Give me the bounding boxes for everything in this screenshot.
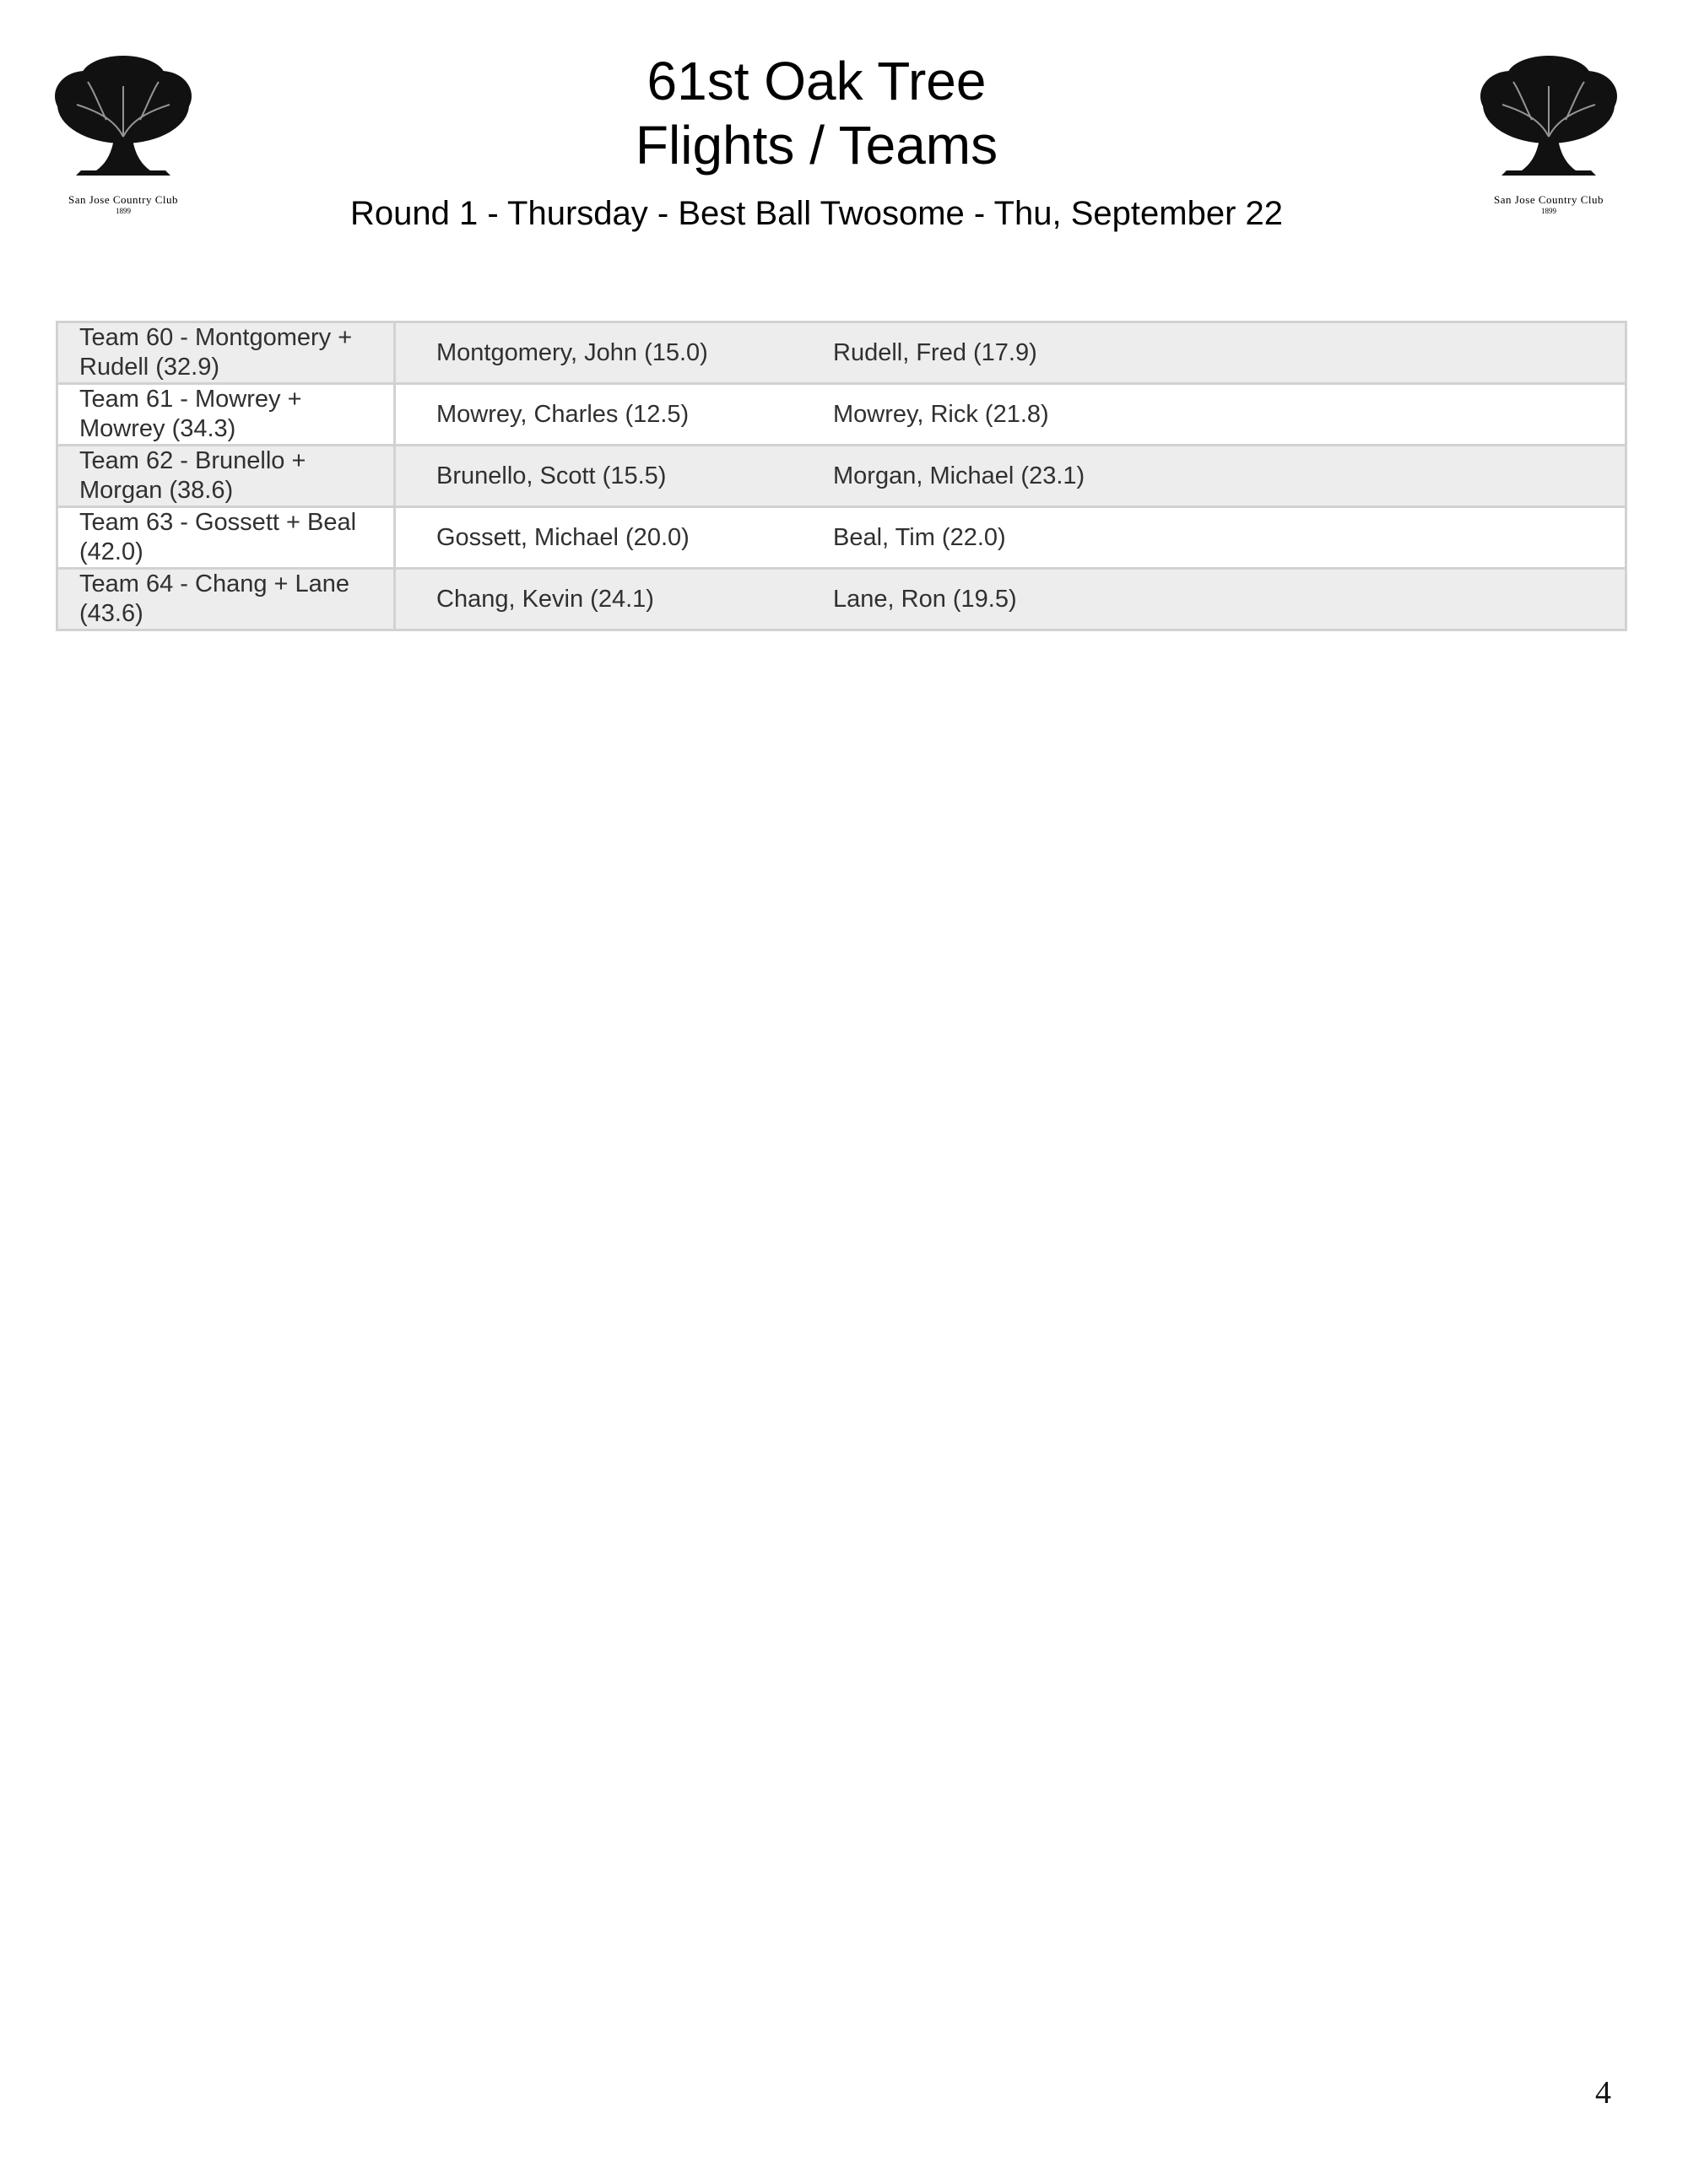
players-cell (395, 569, 1626, 630)
team-name: Team 64 - Chang + Lane (43.6) (57, 569, 395, 630)
player-1: Montgomery, John (15.0) (436, 338, 708, 366)
club-name: San Jose Country Club (1493, 193, 1604, 206)
teams-table (56, 321, 1627, 631)
team-name: Team 63 - Gossett + Beal (42.0) (57, 507, 395, 569)
player-1: Mowrey, Charles (12.5) (436, 400, 690, 428)
players-cell (395, 384, 1626, 446)
player-2: Morgan, Michael (23.1) (833, 462, 1085, 489)
player-2: Lane, Ron (19.5) (833, 585, 1017, 613)
player-1: Chang, Kevin (24.1) (436, 585, 654, 613)
club-name: San Jose Country Club (68, 193, 179, 206)
player-2: Rudell, Fred (17.9) (833, 338, 1037, 366)
table-row (57, 446, 1626, 507)
players-cell (395, 446, 1626, 507)
players-cell (395, 507, 1626, 569)
table-row (57, 507, 1626, 569)
page-subtitle-heading: Flights / Teams (635, 115, 998, 176)
club-established: 1899 (116, 207, 131, 215)
table-row (57, 322, 1626, 384)
players-cell (395, 322, 1626, 384)
table-row (57, 384, 1626, 446)
player-1: Brunello, Scott (15.5) (436, 462, 667, 489)
page-title: 61st Oak Tree (647, 51, 987, 111)
page-number: 4 (1595, 2075, 1611, 2111)
club-established: 1899 (1541, 207, 1556, 215)
round-description: Round 1 - Thursday - Best Ball Twosome - Thu, September 22 (350, 195, 1283, 232)
player-1: Gossett, Michael (20.0) (436, 523, 690, 551)
team-name: Team 61 - Mowrey + Mowrey (34.3) (57, 384, 395, 446)
player-2: Beal, Tim (22.0) (833, 523, 1006, 551)
team-name: Team 62 - Brunello + Morgan (38.6) (57, 446, 395, 507)
table-row (57, 569, 1626, 630)
player-2: Mowrey, Rick (21.8) (833, 400, 1049, 428)
team-name: Team 60 - Montgomery + Rudell (32.9) (57, 322, 395, 384)
